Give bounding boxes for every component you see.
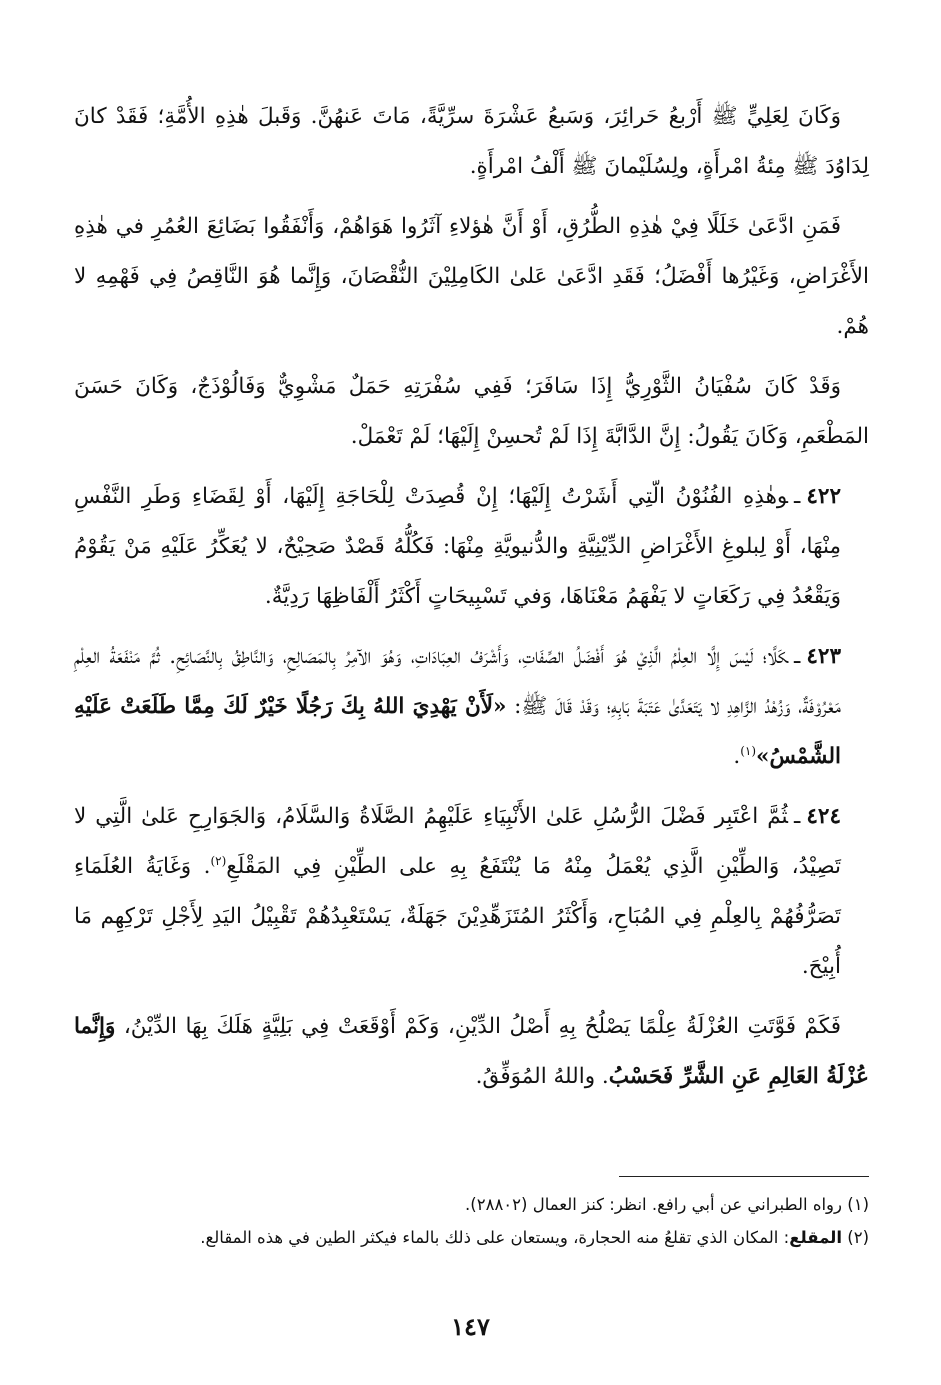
section-dash: ـ [794, 644, 801, 669]
section-number: ٤٢٤ [806, 804, 841, 829]
section-424 [74, 792, 869, 992]
paragraph-sufyan-thawri: وَقَدْ كَانَ سُفْيَانُ الثَّوْرِيُّ إِذَا سَافَرَ؛ فَفِي سُفْرَتِهِ حَمَلٌ مَشْوِيٌّ وَفَالُوْذَجٌ، وَكَانَ حَسَنَ المَطْعَمِ، وَكَانَ يَقُولُ: إِنَّ الدَّابَّةَ إِذَا لَمْ تُحسِنْ إِلَيْهَا؛ لَمْ تَعْمَلْ. [74, 374, 869, 449]
closing-text: فَكَمْ فَوَّتَتِ العُزْلَةُ عِلْمًا يَصْلُحُ بِهِ أَصْلُ الدِّيْنِ، وَكَمْ أَوْقَعَتْ فِي بَلِيَّةٍ هَلَكَ بِهَا الدِّيْنُ، [115, 1014, 841, 1039]
closing-text-end: . واللهُ المُوَفِّقُ. [475, 1064, 609, 1089]
footnote-marker: (١) [847, 1195, 869, 1214]
section-text-end: . [733, 744, 741, 769]
footnote-term: المقلع [789, 1228, 842, 1247]
page-number: ١٤٧ [451, 1312, 490, 1341]
section-number: ٤٢٣ [806, 644, 841, 669]
paragraph-ali-wives: وَكَانَ لِعَلِيٍّ ﷺ أَرْبعُ حَرائِرَ، وَسَبعُ عَشْرَةَ سرِّيَّةً، مَاتَ عَنهُنَّ. وَقَبلَ هٰذِهِ الأُمَّةِ؛ فَقَدْ كانَ لِدَاوُدَ ﷺ مِئةُ امْرأَةٍ، ولِسُلَيْمانَ ﷺ أَلْفُ امْرأَةٍ. [74, 104, 869, 179]
section-number: ٤٢٢ [806, 484, 841, 509]
closing-bold-text: وَإِنَّما عُزْلَةُ العَالِمِ عَنِ الشَّرِّ فَحَسْبُ [74, 1014, 869, 1089]
section-text: ثُمَّ اعْتَبِر فَضْلَ الرُّسُلِ عَلىٰ الأَنْبِيَاءِ عَلَيْهِمُ الصَّلَاةُ وَالسَّلَامُ، وَالجَوَارِحِ عَلىٰ الَّتِي لا تَصِيْدُ، وَالطِّيْنِ الَّذِي يُعْمَلُ مِنْهُ مَا يُنْتَفَعُ بِهِ على الطِّيْنِ فِي المَقْلَعِ [74, 804, 841, 879]
section-text: وهٰذِهِ الفُنُوْنُ الّتِي أَشَرْتُ إِلَيْهَا؛ إِنْ قُصِدَتْ لِلْحَاجَةِ إِلَيْهَا، أَوْ لِقَضَاءِ وَطَرِ النَّفْسِ مِنْهَا، أَوْ لِبلوغِ الأَغْرَاضِ الدِّيْنِيَّةِ والدُّنيويَّةِ مِنْهَا: فَكُلُّهُ قَصْدٌ صَحِيْحٌ، لا يُعَكِّرُ عَلَيْهِ مَنْ يَقُوْمُ وَيَقْعُدُ فِي رَكَعَاتٍ لا يَفْهَمُ مَعْنَاهَا، وَفي تَسْبِيحَاتٍ أَكْثَرُ أَلْفَاظِهَا رَدِيَّةٌ. [74, 484, 841, 609]
section-dash: ـ [794, 804, 801, 829]
paragraph-claim-defect: فَمَنِ ادَّعَىٰ خَلَلًا فِيْ هٰذِهِ الطُّرُقِ، أَوْ أَنَّ هٰؤلاءِ آثَرُوا هَوَاهُمْ، وَأَنْفَقُوا بَضَائِعَ العُمُرِ في هٰذِهِ الأَغْرَاضِ، وَغَيْرُها أَفْضَلُ؛ فَقَدِ ادَّعَىٰ عَلىٰ الكَامِلِيْنَ النُّقْصَانَ، وَإِنَّما هُوَ النَّاقِصُ فِي فَهْمِهِ لا هُمْ. [74, 214, 869, 339]
footnote-separator [619, 1176, 869, 1177]
section-text-end: . وَغَايَةُ العُلَمَاءِ تَصَرُّفُهُمْ بِالعِلْمِ فِي المُبَاحِ، وَأَكْثَرُ المُتَزَهِّدِيْنَ جَهَلَةٌ، يَسْتَعْبِدُهُمْ تَقْبِيْلُ اليَدِ لِأَجْلِ تَرْكِهِم مَا أُبِيْحَ. [74, 854, 841, 979]
section-text: كَلَّا؛ لَيْسَ إِلَّا العِلْمُ الَّذِيْ هُوَ أَفْضَلُ الصِّفَاتِ، وَأَشْرَفُ العِبَادَاتِ، وَهُوَ الآمِرُ بِالمَصَالِحِ، وَالنَّاطِقُ بِالنَّصَائِحِ. ثُمَّ مَنْفَعَةُ العِلْمِ مَعْرُوْفَةٌ، وَزُهْدُ الزَّاهِدِ لا يَتَعَدَّىٰ عَتَبَةَ بَابِهِ؛ وَقَدْ قَالَ ﷺ: [74, 644, 841, 719]
footnote-ref-1[interactable]: (١) [740, 743, 757, 758]
footnote-2 [74, 1221, 869, 1254]
footnotes [74, 1188, 869, 1254]
section-dash: ـ [794, 484, 801, 509]
hadith-quote: «لَأَنْ يَهْدِيَ اللهُ بِكَ رَجُلًا خَيْرٌ لَكَ مِمَّا طَلَعَتْ عَلَيْهِ الشَّمْسُ» [74, 694, 841, 769]
footnote-1 [74, 1188, 869, 1221]
footnote-ref-2[interactable]: (٢) [210, 853, 227, 868]
footnote-text: رواه الطبراني عن أبي رافع. انظر: كنز العمال (٢٨٨٠٢). [465, 1195, 842, 1214]
footnote-marker: (٢) [847, 1228, 869, 1247]
section-423 [74, 632, 869, 782]
footnote-text: : المكان الذي تقلعُ منه الحجارة، ويستعان على ذلك بالماء فيكثر الطين في هذه المقالع. [200, 1228, 790, 1247]
paragraph-closing [74, 1002, 869, 1102]
section-422 [74, 472, 869, 622]
